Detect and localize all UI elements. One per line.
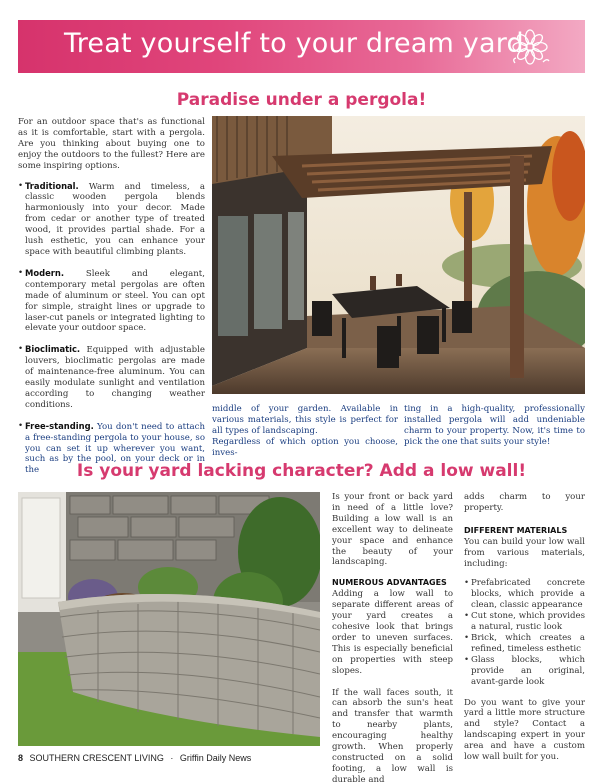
- low-wall-illustration: [18, 492, 320, 746]
- col2-continuation: adds charm to your property.: [464, 492, 585, 513]
- bullet-text: Equipped with adjustable louvers, bioclimatic pergolas are made of maintenance-free aluminum. You can easily modulate sunlight and ventilation according to changing weather conditions.: [25, 345, 205, 410]
- advantages-heading: NUMEROUS ADVANTAGES: [332, 578, 447, 588]
- bullet-title: Free-standing.: [25, 420, 94, 431]
- list-item: • Glass blocks, which provide an original, avant-garde look: [464, 655, 585, 688]
- materials-list: [464, 578, 585, 687]
- pergola-illustration: [212, 116, 585, 394]
- bullet-title: Modern.: [25, 267, 65, 278]
- page-footer: [18, 753, 251, 763]
- low-wall-intro: Is your front or back yard in need of a little love? Building a low wall is an excellent way to delineate your space and enhance the beauty of your landscaping.: [332, 492, 453, 568]
- publication-source: Griffin Daily News: [179, 753, 252, 763]
- pergola-heading: Paradise under a pergola!: [176, 90, 427, 110]
- materials-intro: You can build your low wall from various materials, including:: [464, 536, 585, 569]
- advantages-paragraph-2: If the wall faces south, it can absorb the sun's heat and transfer that warmth to nearby plants, encouraging healthy growth. When properly constructed on a solid footing, a low wall is durable and: [332, 687, 453, 783]
- bullet-bioclimatic: [18, 344, 205, 410]
- low-wall-photo: [18, 492, 320, 746]
- pergola-left-column: [18, 117, 205, 486]
- bullet-text: Warm and timeless, a classic wooden pergola blends harmoniously into your decor. Made from cedar or another type of treated wood, it provides partial shade. For a lush esthetic, you can enhance your space with beautiful climbing plants.: [25, 181, 205, 257]
- bullet-text: You don't need to attach a free-standing pergola to your house, so you can set it up wherever you want, such as by the pool, on your deck or in the: [25, 421, 205, 476]
- bullet-text: Sleek and elegant, contemporary metal pergolas are often made of aluminum or steel. You can opt for simple, straight lines or upgrade to laser-cut panels or integrated lighting to elevate your outdoor space.: [25, 268, 205, 334]
- materials-heading: DIFFERENT MATERIALS: [464, 525, 568, 535]
- low-wall-column-1: [332, 492, 453, 783]
- header-banner: [18, 20, 585, 73]
- list-item: • Cut stone, which provides a natural, rustic look: [464, 611, 585, 633]
- pergola-mid-column: [212, 404, 398, 459]
- mid-continuation: middle of your garden. Available in various materials, this style is perfect for all types of landscaping.: [212, 404, 398, 436]
- advantages-paragraph-1: Adding a low wall to separate different areas of your yard creates a cohesive look that brings order to uneven surfaces. This is especially beneficial on properties with steep slopes.: [332, 589, 453, 676]
- footer-separator: ·: [170, 753, 174, 763]
- pergola-right-column: [404, 404, 585, 448]
- bullet-title: Traditional.: [25, 180, 79, 191]
- bullet-traditional: [18, 181, 205, 258]
- pergola-intro: For an outdoor space that's as functional as it is comfortable, start with a pergola. Are you thinking about buying one to enjoy the outdoors to the fullest? Here are some inspiring options.: [18, 117, 205, 171]
- right-continuation: ting in a high-quality, professionally installed pergola will add undeniable charm to your property. Now, it's time to pick the one that suits your style!: [404, 404, 585, 447]
- list-item: • Brick, which creates a refined, timeless esthetic: [464, 633, 585, 655]
- list-item: • Prefabricated concrete blocks, which provide a clean, classic appearance: [464, 578, 585, 611]
- flower-icon: [509, 26, 551, 68]
- publication-name: SOUTHERN CRESCENT LIVING: [29, 753, 164, 763]
- low-wall-heading: Is your yard lacking character? Add a low wall!: [76, 461, 527, 481]
- bullet-title: Bioclimatic.: [25, 344, 81, 355]
- page-number: 8: [18, 753, 24, 763]
- low-wall-column-2: [464, 492, 585, 763]
- pergola-photo: [212, 116, 585, 394]
- banner-title: Treat yourself to your dream yard: [64, 28, 524, 59]
- mid-closing: Regardless of which option you choose, inves-: [212, 436, 398, 458]
- bullet-modern: [18, 268, 205, 334]
- low-wall-closing: Do you want to give your yard a little more structure and style? Contact a landscaping expert in your area and have a custom low wall built for you.: [464, 697, 585, 763]
